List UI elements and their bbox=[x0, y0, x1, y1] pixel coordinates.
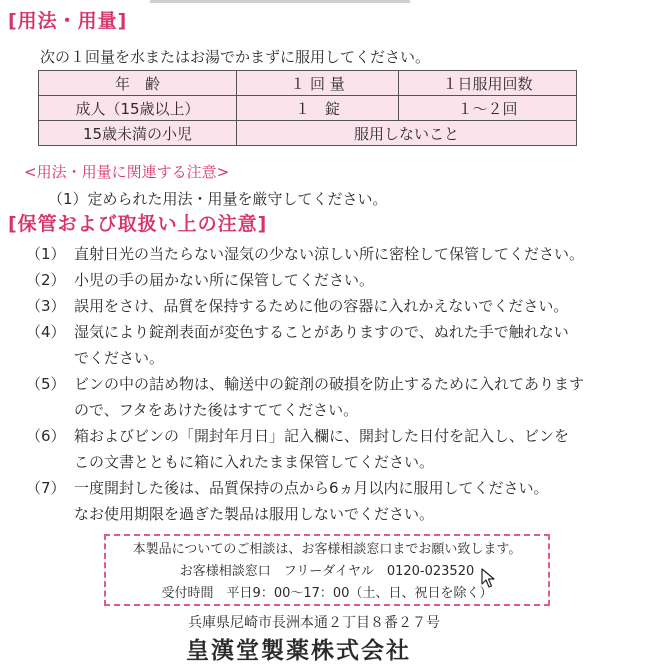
consultation-phone: お客様相談窓口 フリーダイヤル 0120-023520 bbox=[179, 564, 475, 579]
item-number: （2） bbox=[26, 271, 66, 289]
item-number: （6） bbox=[26, 427, 66, 445]
company-address: 兵庫県尼崎市長洲本通２丁目８番２７号 bbox=[188, 615, 440, 631]
top-divider bbox=[150, 0, 410, 3]
item-number: （3） bbox=[26, 297, 66, 315]
item-number: （7） bbox=[26, 479, 66, 497]
item-text: 箱およびビンの「開封年月日」記入欄に、開封した日付を記入し、ビンを この文書とともに箱に入れたまま保管してください。 bbox=[74, 427, 570, 471]
list-item bbox=[26, 241, 656, 267]
table-row bbox=[39, 96, 577, 121]
item-text: 誤用をさけ、品質を保持するために他の容器に入れかえないでください。 bbox=[74, 297, 569, 315]
header-dose: １ 回 量 bbox=[237, 71, 399, 96]
cell-frequency-adult: １～２回 bbox=[399, 96, 577, 121]
header-age: 年 齢 bbox=[39, 71, 237, 96]
item-text: 湿気により錠剤表面が変色することがありますので、ぬれた手で触れない でください。 bbox=[74, 323, 569, 367]
consultation-intro: 本製品についてのご相談は、お客様相談窓口までお願い致します。 bbox=[132, 542, 522, 557]
list-item bbox=[26, 371, 656, 423]
cell-child-note: 服用しないこと bbox=[237, 121, 577, 146]
item-text: 小児の手の届かない所に保管してください。 bbox=[74, 271, 375, 289]
dosage-intro: 次の１回量を水またはお湯でかまずに服用してください。 bbox=[40, 48, 431, 66]
list-item bbox=[26, 293, 656, 319]
table-row bbox=[39, 121, 577, 146]
item-text: 直射日光の当たらない湿気の少ない涼しい所に密栓して保管してください。 bbox=[74, 245, 585, 263]
storage-list bbox=[26, 241, 656, 527]
mouse-pointer-icon bbox=[481, 568, 497, 590]
item-text: 一度開封した後は、品質保持の点から6ヵ月以内に服用してください。 なお使用期限を過ぎた製品は服用しないでください。 bbox=[74, 479, 549, 523]
list-item bbox=[26, 475, 656, 527]
table-header-row bbox=[39, 71, 577, 96]
item-number: （5） bbox=[26, 375, 66, 393]
header-frequency: １日服用回数 bbox=[399, 71, 577, 96]
cell-dose-adult: １ 錠 bbox=[237, 96, 399, 121]
related-notes-heading: <用法・用量に関連する注意> bbox=[24, 163, 230, 181]
dosage-heading: [用法・用量] bbox=[8, 10, 128, 32]
list-item bbox=[26, 319, 656, 371]
storage-heading: [保管および取扱い上の注意] bbox=[8, 213, 268, 235]
item-number: （4） bbox=[26, 323, 66, 341]
list-item bbox=[26, 267, 656, 293]
cell-age-adult: 成人（15歳以上） bbox=[39, 96, 237, 121]
cell-age-child: 15歳未満の小児 bbox=[39, 121, 237, 146]
dosage-table bbox=[38, 70, 577, 146]
list-item bbox=[26, 423, 656, 475]
item-text: ビンの中の詰め物は、輸送中の錠剤の破損を防止するために入れてあります ので、フタをあけた後はすててください。 bbox=[74, 375, 585, 419]
company-name: 皇漢堂製薬株式会社 bbox=[186, 638, 411, 664]
consultation-hours: 受付時間 平日9：00～17：00（土、日、祝日を除く） bbox=[161, 586, 493, 601]
item-number: （1） bbox=[26, 245, 66, 263]
related-note-item: （1）定められた用法・用量を厳守してください。 bbox=[48, 190, 388, 208]
